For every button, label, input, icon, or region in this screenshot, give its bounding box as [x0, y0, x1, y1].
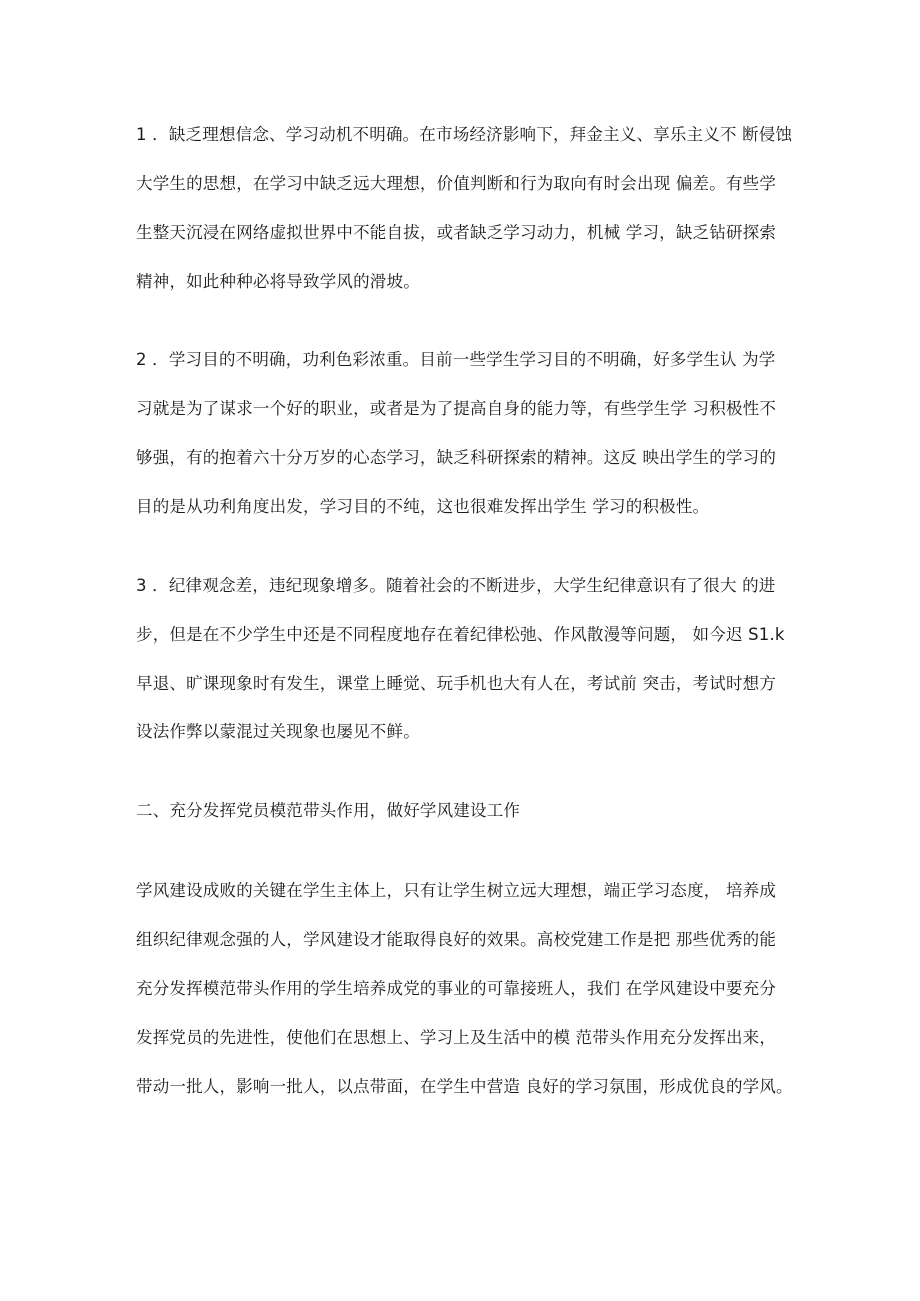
text-line: 发挥党员的先进性，使他们在思想上、学习上及生活中的模 范带头作用充分发挥出来，: [136, 1028, 777, 1047]
text-line: 步，但是在不少学生中还是不同程度地存在着纪律松弛、作风散漫等问题， 如今迟 S1.k: [136, 625, 785, 644]
text-line: 带动一批人，影响一批人，以点带面，在学生中营造 良好的学习氛围，形成优良的学风。: [136, 1077, 793, 1096]
text-line: 1 ．缺乏理想信念、学习动机不明确。在市场经济影响下，拜金主义、享乐主义不 断侵蚀: [136, 125, 793, 144]
text-line: 学风建设成败的关键在学生主体上，只有让学生树立远大理想，端正学习态度， 培养成: [136, 881, 777, 900]
text-line: 早退、旷课现象时有发生，课堂上睡觉、玩手机也大有人在，考试前 突击，考试时想方: [136, 674, 777, 693]
text-line: 习就是为了谋求一个好的职业，或者是为了提高自身的能力等，有些学生学 习积极性不: [136, 399, 777, 418]
section-heading-text: 二、充分发挥党员模范带头作用，做好学风建设工作: [136, 801, 521, 820]
text-line: 充分发挥模范带头作用的学生培养成党的事业的可靠接班人，我们 在学风建设中要充分: [136, 979, 777, 998]
text-line: 目的是从功利角度出发，学习目的不纯，这也很难发挥出学生 学习的积极性。: [136, 497, 710, 516]
text-line: 大学生的思想，在学习中缺乏远大理想，价值判断和行为取向有时会出现 偏差。有些学: [136, 174, 777, 193]
text-line: 生整天沉浸在网络虚拟世界中不能自拔，或者缺乏学习动力，机械 学习，缺乏钻研探索: [136, 223, 777, 242]
text-line: 设法作弊以蒙混过关现象也屡见不鲜。: [136, 722, 420, 741]
text-line: 精神，如此种种必将导致学风的滑坡。: [136, 272, 420, 291]
text-line: 3 ．纪律观念差，违纪现象增多。随着社会的不断进步，大学生纪律意识有了很大 的进: [136, 576, 776, 595]
text-line: 组织纪律观念强的人，学风建设才能取得良好的效果。高校党建工作是把 那些优秀的能: [136, 930, 777, 949]
text-line: 够强，有的抱着六十分万岁的心态学习，缺乏科研探索的精神。这反 映出学生的学习的: [136, 448, 777, 467]
text-line: 2 ．学习目的不明确，功利色彩浓重。目前一些学生学习目的不明确，好多学生认 为学: [136, 350, 776, 369]
